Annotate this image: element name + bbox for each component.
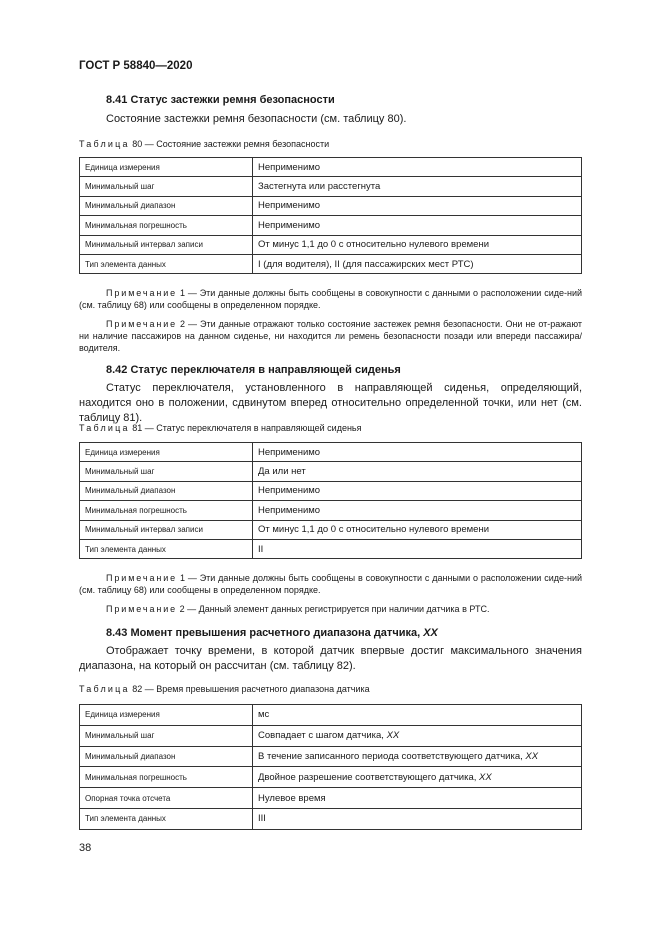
row-label: Единица измерения bbox=[80, 443, 253, 462]
table-row bbox=[80, 196, 582, 215]
row-value: мс bbox=[253, 705, 582, 726]
row-value-variable: XX bbox=[525, 750, 539, 762]
section-heading bbox=[79, 626, 582, 640]
table-row bbox=[80, 235, 582, 254]
row-value: Неприменимо bbox=[253, 443, 582, 462]
note bbox=[79, 318, 582, 354]
row-label: Минимальный интервал записи bbox=[80, 520, 253, 539]
row-value: От минус 1,1 до 0 с относительно нулевого времени bbox=[253, 235, 582, 254]
note-text: 2 — Данный элемент данных регистрируется при наличии датчика в РТС. bbox=[177, 604, 490, 614]
table-row bbox=[80, 808, 582, 829]
paragraph: Состояние застежки ремня безопасности (см. таблицу 80). bbox=[106, 113, 407, 125]
table-81 bbox=[79, 442, 582, 559]
table-row bbox=[80, 746, 582, 767]
section-heading: 8.42 Статус переключателя в направляющей сиденья bbox=[106, 364, 401, 376]
section-8-42-paragraph bbox=[79, 381, 582, 426]
row-label: Минимальный шаг bbox=[80, 462, 253, 481]
row-value: Нулевое время bbox=[253, 788, 582, 809]
table-row bbox=[80, 788, 582, 809]
row-label: Минимальная погрешность bbox=[80, 767, 253, 788]
table-81-note-2 bbox=[79, 603, 582, 615]
table-row bbox=[80, 462, 582, 481]
section-8-41-heading bbox=[79, 93, 582, 107]
table-row bbox=[80, 705, 582, 726]
table-row bbox=[80, 481, 582, 500]
row-label: Опорная точка отсчета bbox=[80, 788, 253, 809]
row-label: Единица измерения bbox=[80, 705, 253, 726]
table-81-note-1 bbox=[79, 572, 582, 596]
table-80 bbox=[79, 157, 582, 274]
table-82 bbox=[79, 704, 582, 830]
row-value: Неприменимо bbox=[253, 481, 582, 500]
row-value: Неприменимо bbox=[253, 158, 582, 177]
row-value-cell bbox=[253, 746, 582, 767]
row-label: Тип элемента данных bbox=[80, 539, 253, 558]
row-value: Совпадает с шагом датчика, bbox=[258, 730, 384, 742]
row-label: Единица измерения bbox=[80, 158, 253, 177]
row-value: Неприменимо bbox=[253, 501, 582, 520]
note-prefix: Примечание bbox=[106, 573, 178, 583]
row-value: От минус 1,1 до 0 с относительно нулевого времени bbox=[253, 520, 582, 539]
note bbox=[79, 603, 582, 615]
heading-text: 8.43 Момент превышения расчетного диапазона датчика, bbox=[106, 627, 421, 639]
table-82-caption bbox=[79, 683, 582, 695]
note-text: 2 — Эти данные отражают только состояние застежек ремня безопасности. Они не от-ражают ни наличие пассажиров на данном сиденье, ни находится ли ремень безопасности позади или впереди пассажира/водителя. bbox=[79, 319, 582, 353]
paragraph: Отображает точку времени, в которой датчик впервые достиг максимального значения диапазона, на который он рассчитан (см. таблицу 82). bbox=[79, 645, 582, 672]
row-value: I (для водителя), II (для пассажирских мест РТС) bbox=[253, 254, 582, 273]
row-value: III bbox=[253, 808, 582, 829]
table-row bbox=[80, 725, 582, 746]
heading-variable: XX bbox=[423, 627, 438, 639]
row-value: II bbox=[253, 539, 582, 558]
caption-text: 82 — Время превышения расчетного диапазона датчика bbox=[129, 684, 370, 694]
table-80-caption bbox=[79, 138, 582, 150]
table-80-note-2 bbox=[79, 318, 582, 354]
caption-prefix: Таблица bbox=[79, 684, 130, 694]
table-row bbox=[80, 520, 582, 539]
standard-header: ГОСТ Р 58840—2020 bbox=[79, 60, 193, 72]
row-value: Неприменимо bbox=[253, 196, 582, 215]
row-value-variable: XX bbox=[479, 771, 492, 783]
row-label: Минимальный шаг bbox=[80, 177, 253, 196]
table-row bbox=[80, 539, 582, 558]
paragraph: Статус переключателя, установленного в направляющей сиденья, определяющий, находится оно в положении, сдвинутом вперед относительно определенной точки, или нет (см. таблицу 81). bbox=[79, 382, 582, 424]
row-value: Неприменимо bbox=[253, 216, 582, 235]
row-label: Тип элемента данных bbox=[80, 254, 253, 273]
page-number: 38 bbox=[79, 842, 92, 854]
table-row bbox=[80, 158, 582, 177]
table-80-note-1 bbox=[79, 287, 582, 311]
note-text: 1 — Эти данные должны быть сообщены в совокупности с данными о расположении сиде-ний (см. таблицу 68) или сообщены в определенном порядке. bbox=[79, 288, 582, 310]
row-value-variable: XX bbox=[386, 730, 400, 742]
row-label: Минимальный шаг bbox=[80, 725, 253, 746]
row-value-cell bbox=[253, 725, 582, 746]
caption-prefix: Таблица bbox=[79, 139, 130, 149]
section-8-41-paragraph bbox=[79, 112, 582, 127]
row-label: Минимальная погрешность bbox=[80, 501, 253, 520]
note-prefix: Примечание bbox=[106, 288, 178, 298]
row-label: Тип элемента данных bbox=[80, 808, 253, 829]
table-row bbox=[80, 254, 582, 273]
row-label: Минимальный диапазон bbox=[80, 196, 253, 215]
note bbox=[79, 572, 582, 596]
caption-prefix: Таблица bbox=[79, 423, 130, 433]
row-label: Минимальный диапазон bbox=[80, 481, 253, 500]
table-row bbox=[80, 443, 582, 462]
caption-text: 80 — Состояние застежки ремня безопасности bbox=[129, 139, 330, 149]
note-prefix: Примечание bbox=[106, 604, 178, 614]
row-label: Минимальная погрешность bbox=[80, 216, 253, 235]
table-row bbox=[80, 216, 582, 235]
note-prefix: Примечание bbox=[106, 319, 178, 329]
note bbox=[79, 287, 582, 311]
section-8-42-heading bbox=[79, 363, 582, 377]
section-8-43-heading bbox=[79, 626, 582, 640]
row-value-cell bbox=[253, 767, 582, 788]
table-row bbox=[80, 177, 582, 196]
caption-text: 81 — Статус переключателя в направляющей сиденья bbox=[129, 423, 362, 433]
table-row bbox=[80, 767, 582, 788]
row-label: Минимальный интервал записи bbox=[80, 235, 253, 254]
row-value: В течение записанного периода соответствующего датчика, bbox=[258, 750, 523, 762]
row-value: Двойное разрешение соответствующего датчика, bbox=[258, 771, 477, 783]
section-heading: 8.41 Статус застежки ремня безопасности bbox=[106, 94, 335, 106]
table-81-caption bbox=[79, 422, 582, 434]
note-text: 1 — Эти данные должны быть сообщены в совокупности с данными о расположении сиде-ний (см. таблицу 68) или сообщены в определенном порядке. bbox=[79, 573, 582, 595]
row-label: Минимальный диапазон bbox=[80, 746, 253, 767]
section-8-43-paragraph bbox=[79, 644, 582, 674]
row-value: Да или нет bbox=[253, 462, 582, 481]
table-row bbox=[80, 501, 582, 520]
row-value: Застегнута или расстегнута bbox=[253, 177, 582, 196]
